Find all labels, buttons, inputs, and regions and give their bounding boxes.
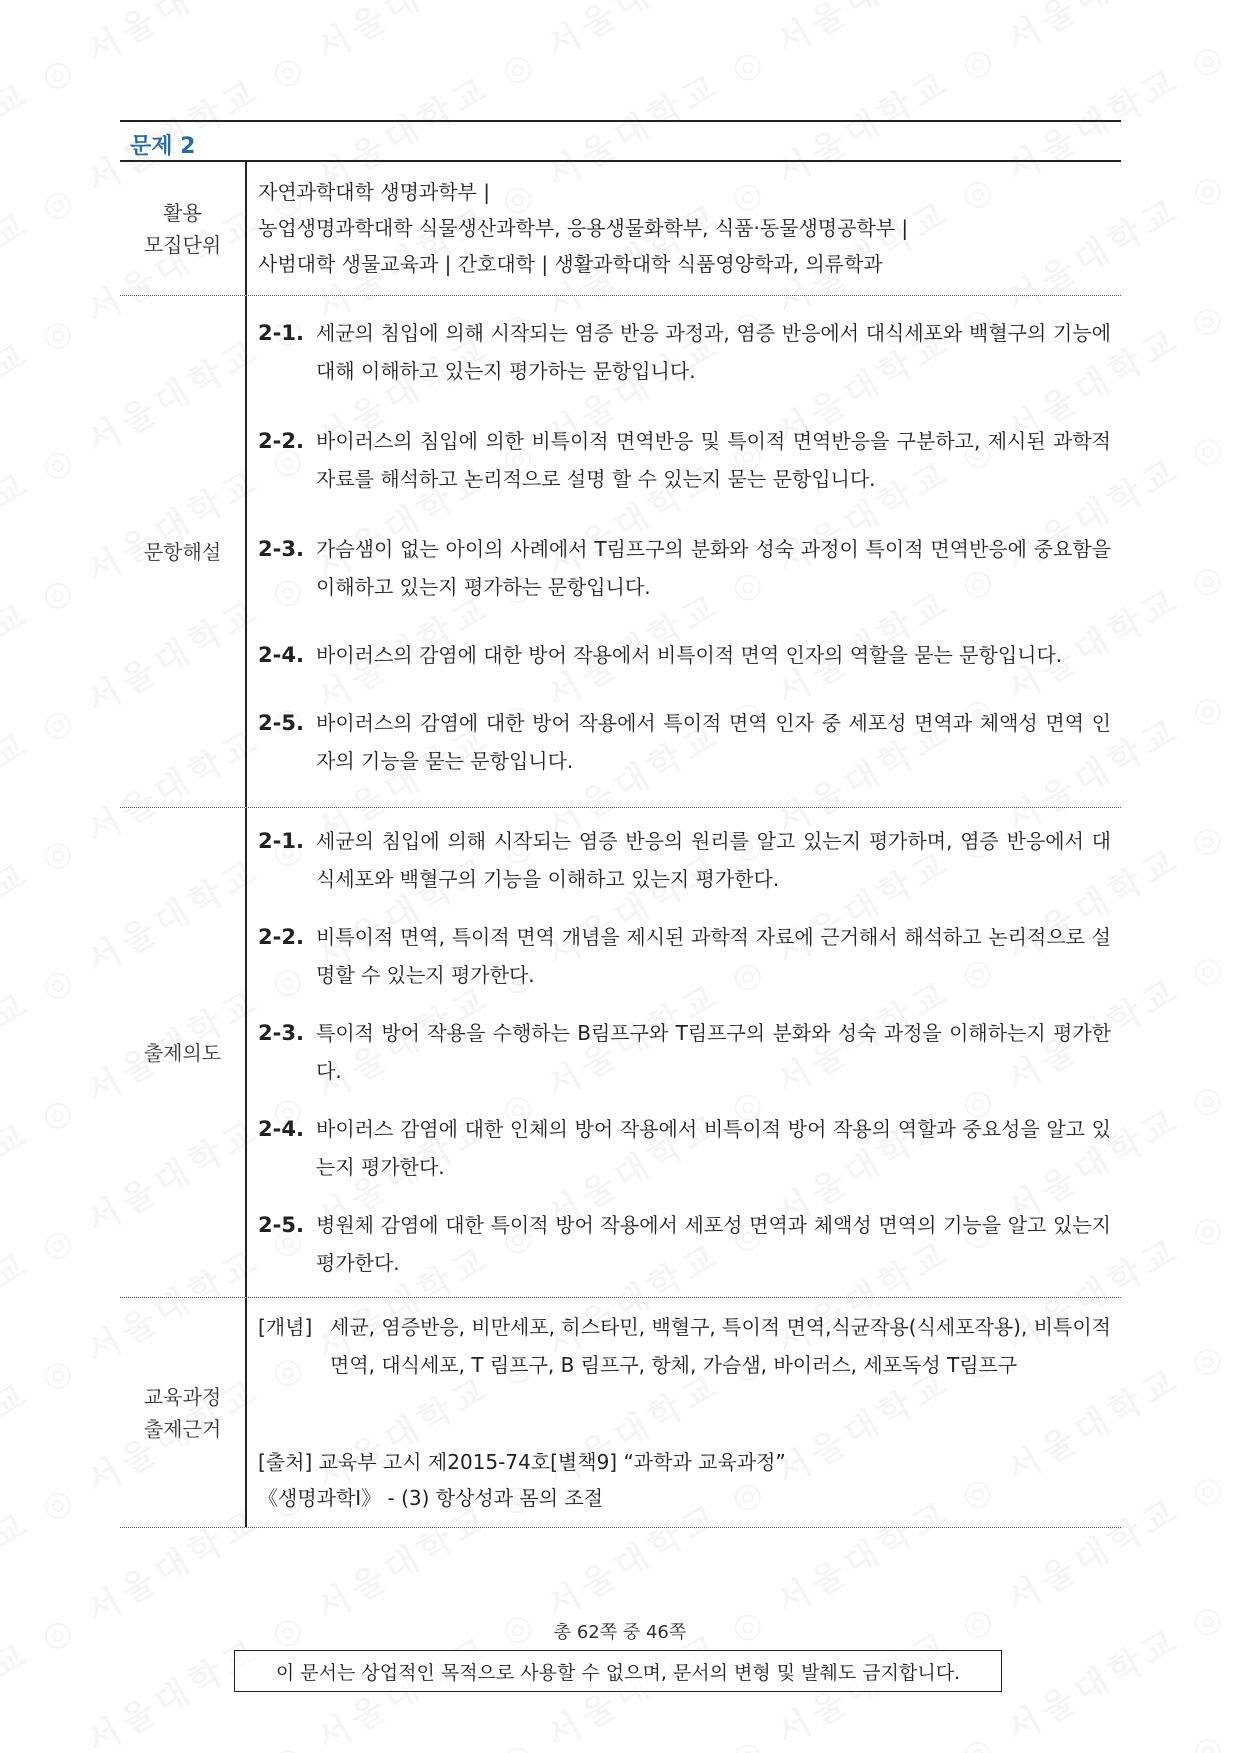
copyright-notice: 이 문서는 상업적인 목적으로 사용할 수 없으며, 문서의 변형 및 발췌도 금지합니다. xyxy=(234,1650,1002,1692)
unit-line: 농업생명과학대학 식물생산과학부, 응용생물화학부, 식품·동물생명공학부 | xyxy=(258,216,909,240)
item-number: 2-2. xyxy=(258,925,304,949)
item-text: 바이러스 감염에 대한 인체의 방어 작용에서 비특이적 방어 작용의 역할과 중요성을 알고 있는지 평가한다. xyxy=(316,1117,1111,1179)
item-number: 2-5. xyxy=(258,1213,304,1237)
curriculum-label-line1: 교육과정 xyxy=(143,1384,222,1409)
unit-label-line1: 활용 xyxy=(163,200,202,225)
item-number: 2-4. xyxy=(258,1117,304,1141)
explanation-row xyxy=(120,296,1121,808)
concept-tag: [개념] xyxy=(258,1315,313,1339)
curriculum-content xyxy=(258,1298,1111,1527)
curriculum-label xyxy=(120,1298,247,1527)
item-number: 2-2. xyxy=(258,429,304,453)
explanation-label: 문항해설 xyxy=(120,296,247,807)
item-text: 바이러스의 감염에 대한 방어 작용에서 비특이적 면역 인자의 역할을 묻는 문항입니다. xyxy=(316,643,1063,667)
item-text: 병원체 감염에 대한 특이적 방어 작용에서 세포성 면역과 체액성 면역의 기능을 알고 있는지 평가한다. xyxy=(316,1213,1111,1275)
page-number: 총 62쪽 중 46쪽 xyxy=(553,1622,687,1643)
unit-row xyxy=(120,162,1121,296)
problem-title-bar xyxy=(120,120,1121,162)
source-line: 《생명과학Ⅰ》 - (3) 항상성과 몸의 조절 xyxy=(258,1486,604,1510)
item-number: 2-5. xyxy=(258,711,304,735)
unit-content xyxy=(258,162,1111,295)
item-text: 특이적 방어 작용을 수행하는 B림프구와 T림프구의 분화와 성숙 과정을 이해하는지 평가한다. xyxy=(316,1021,1111,1083)
curriculum-row xyxy=(120,1298,1121,1528)
intent-content xyxy=(258,808,1111,1297)
item-text: 가슴샘이 없는 아이의 사례에서 T림프구의 분화와 성숙 과정이 특이적 면역반응에 중요함을 이해하고 있는지 평가하는 문항입니다. xyxy=(316,537,1111,599)
item-number: 2-1. xyxy=(258,321,304,345)
unit-line: 자연과학대학 생명과학부 | xyxy=(258,180,490,204)
item-text: 바이러스의 침입에 의한 비특이적 면역반응 및 특이적 면역반응을 구분하고, 제시된 과학적 자료를 해석하고 논리적으로 설명 할 수 있는지 묻는 문항입니다. xyxy=(316,429,1111,491)
item-number: 2-3. xyxy=(258,1021,304,1045)
intent-row xyxy=(120,808,1121,1298)
intent-label: 출제의도 xyxy=(120,808,247,1297)
source-line: [출처] 교육부 고시 제2015-74호[별책9] “과학과 교육과정” xyxy=(258,1450,786,1474)
item-number: 2-4. xyxy=(258,643,304,667)
item-text: 바이러스의 감염에 대한 방어 작용에서 특이적 면역 인자 중 세포성 면역과 체액성 면역 인자의 기능을 묻는 문항입니다. xyxy=(316,711,1111,773)
item-text: 비특이적 면역, 특이적 면역 개념을 제시된 과학적 자료에 근거해서 해석하고 논리적으로 설명할 수 있는지 평가한다. xyxy=(316,925,1111,987)
item-number: 2-3. xyxy=(258,537,304,561)
unit-label-line2: 모집단위 xyxy=(143,232,222,257)
item-text: 세균의 침입에 의해 시작되는 염증 반응 과정과, 염증 반응에서 대식세포와 백혈구의 기능에 대해 이해하고 있는지 평가하는 문항입니다. xyxy=(316,321,1111,383)
concept-text: 세균, 염증반응, 비만세포, 히스타민, 백혈구, 특이적 면역,식균작용(식세포작용), 비특이적 면역, 대식세포, T 림프구, B 림프구, 항체, 가슴샘, 바이러스, 세포독성 T림프구 xyxy=(330,1315,1111,1377)
problem-title: 문제 2 xyxy=(130,134,196,159)
curriculum-label-line2: 출제근거 xyxy=(143,1416,222,1441)
unit-line: 사범대학 생물교육과 | 간호대학 | 생활과학대학 식품영양학과, 의류학과 xyxy=(258,252,883,276)
item-text: 세균의 침입에 의해 시작되는 염증 반응의 원리를 알고 있는지 평가하며, 염증 반응에서 대식세포와 백혈구의 기능을 이해하고 있는지 평가한다. xyxy=(316,829,1111,891)
explanation-content xyxy=(258,296,1111,807)
unit-label xyxy=(120,162,247,295)
item-number: 2-1. xyxy=(258,829,304,853)
